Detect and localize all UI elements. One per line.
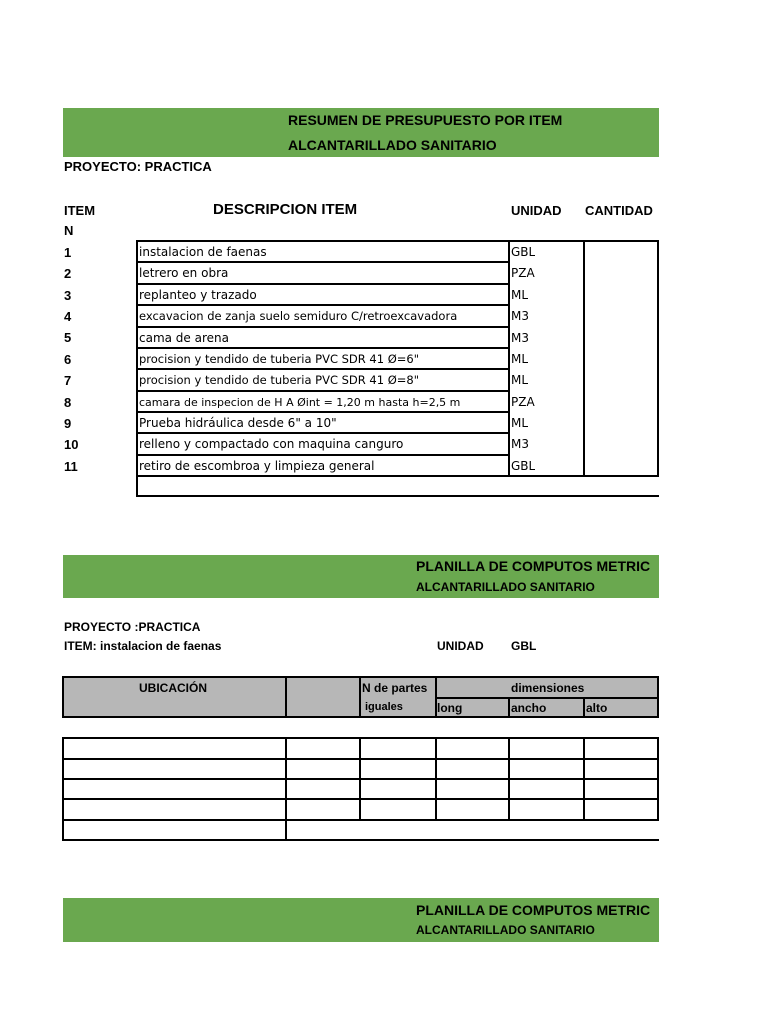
item-unit: PZA <box>511 266 535 280</box>
unit-value: GBL <box>511 639 537 653</box>
col-header-description: DESCRIPCION ITEM <box>213 201 358 218</box>
summary-title: RESUMEN DE PRESUPUESTO POR ITEM <box>288 112 563 128</box>
item-number: 4 <box>64 309 72 324</box>
item-number: 10 <box>64 437 79 452</box>
item-number: 1 <box>64 245 72 260</box>
item-description: relleno y compactado con maquina canguro <box>139 437 404 451</box>
col-header-long: long <box>437 701 463 715</box>
item-unit: GBL <box>511 459 536 473</box>
col-header-item: ITEM <box>64 203 96 218</box>
item-description: instalacion de faenas <box>139 245 267 259</box>
col-header-dimensions: dimensiones <box>511 681 585 695</box>
item-description: cama de arena <box>139 331 229 345</box>
col-header-quantity: CANTIDAD <box>585 203 653 218</box>
item-description: Prueba hidráulica desde 6" a 10" <box>139 416 337 430</box>
computos-title-2: PLANILLA DE COMPUTOS METRIC <box>416 902 651 918</box>
item-unit: ML <box>511 288 529 302</box>
item-number: 7 <box>64 373 72 388</box>
item-description: letrero en obra <box>139 266 229 280</box>
col-header-parts: N de partes <box>362 681 428 695</box>
project-label: PROYECTO: PRACTICA <box>64 159 212 174</box>
project-label: PROYECTO :PRACTICA <box>64 620 201 634</box>
item-unit: GBL <box>511 245 536 259</box>
summary-subtitle: ALCANTARILLADO SANITARIO <box>288 137 497 153</box>
computos-subtitle-2: ALCANTARILLADO SANITARIO <box>416 923 595 937</box>
col-header-n: N <box>64 223 74 238</box>
item-description: camara de inspecion de H A Øint = 1,20 m hasta h=2,5 m <box>139 396 461 409</box>
item-unit: M3 <box>511 331 529 345</box>
item-unit: ML <box>511 416 529 430</box>
computos-subtitle: ALCANTARILLADO SANITARIO <box>416 580 595 594</box>
item-label: ITEM: instalacion de faenas <box>64 639 222 653</box>
item-description: excavacion de zanja suelo semiduro C/retroexcavadora <box>139 309 458 323</box>
item-description: procision y tendido de tuberia PVC SDR 41 Ø=8" <box>139 373 420 387</box>
item-number: 8 <box>64 395 72 410</box>
item-description: replanteo y trazado <box>139 288 257 302</box>
item-unit: M3 <box>511 437 529 451</box>
col-header-height: alto <box>586 701 608 715</box>
item-number: 9 <box>64 416 72 431</box>
item-unit: M3 <box>511 309 529 323</box>
unit-label: UNIDAD <box>437 639 484 653</box>
col-header-width: ancho <box>511 701 547 715</box>
col-header-unit: UNIDAD <box>511 203 562 218</box>
item-number: 5 <box>64 330 72 345</box>
item-description: procision y tendido de tuberia PVC SDR 41 Ø=6" <box>139 352 420 366</box>
item-number: 6 <box>64 352 72 367</box>
item-number: 3 <box>64 288 72 303</box>
item-number: 11 <box>64 459 78 474</box>
item-unit: ML <box>511 352 529 366</box>
col-header-parts-2: iguales <box>365 701 403 713</box>
item-unit: ML <box>511 373 529 387</box>
computos-title: PLANILLA DE COMPUTOS METRIC <box>416 558 651 574</box>
item-number: 2 <box>64 266 72 281</box>
item-unit: PZA <box>511 395 535 409</box>
col-header-location: UBICACIÓN <box>139 681 207 695</box>
item-description: retiro de escombroa y limpieza general <box>139 459 375 473</box>
